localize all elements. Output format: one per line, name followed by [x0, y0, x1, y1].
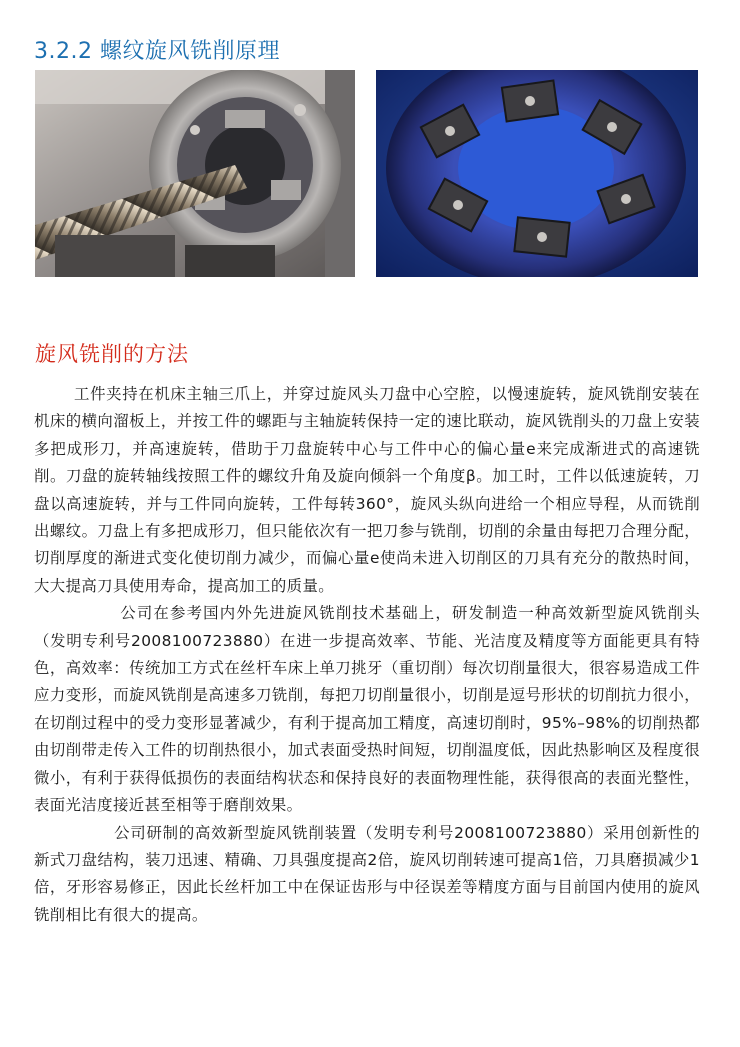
page-heading: 3.2.2 螺纹旋风铣削原理 — [34, 39, 280, 64]
paragraph-2: 公司在参考国内外先进旋风铣削技术基础上，研发制造一种高效新型旋风铣削头（发明专利号2008100723880）在进一步提高效率、节能、光洁度及精度等方面能更具有特色，高效率：传统加工方式在丝杆车床上单刀挑牙（重切削）每次切削量很大，很容易造成工件应力变形，而旋风铣削是高速多刀铣削，每把刀切削量很小，切削是逗号形状的切削抗力很小，在切削过程中的受力变形显著减少，有利于提高加工精度，高速切削时，95%–98%的切削热都由切削带走传入工件的切削热很小，加式表面受热时间短，切削温度低，因此热影响区及程度很微小，有利于获得低损伤的表面结构状态和保持良好的表面物理性能，获得很高的表面光整性，表面光洁度接近甚至相等于磨削效果。 — [34, 604, 700, 815]
paragraph-3: 公司研制的高效新型旋风铣削装置（发明专利号2008100723880）采用创新性的新式刀盘结构，装刀迅速、精确、刀具强度提高2倍，旋风切削转速可提高1倍，刀具磨损减少1倍，牙形容易修正，因此长丝杆加工中在保证齿形与中径误差等精度方面与目前国内使用的旋风铣削相比有很大的提高。 — [34, 823, 700, 924]
section-title: 旋风铣削的方法 — [35, 342, 189, 366]
cutter-disc-photo — [376, 70, 698, 277]
machine-spindle-photo — [35, 70, 355, 277]
body-text — [34, 381, 700, 929]
paragraph-1: 工件夹持在机床主轴三爪上，并穿过旋风头刀盘中心空腔，以慢速旋转，旋风铣削安装在机床的横向溜板上，并按工件的螺距与主轴旋转保持一定的速比联动，旋风铣削头的刀盘上安装多把成形刀，并高速旋转，借助于刀盘旋转中心与工件中心的偏心量e来完成渐进式的高速铣削。刀盘的旋转轴线按照工件的螺纹升角及旋向倾斜一个角度β。加工时，工件以低速旋转，刀盘以高速旋转，并与工件同向旋转，工件每转360°，旋风头纵向进给一个相应导程，从而铣削出螺纹。刀盘上有多把成形刀，但只能依次有一把刀参与铣削，切削的余量由每把刀合理分配，切削厚度的渐进式变化使切削力减少，而偏心量e使尚未进入切削区的刀具有充分的散热时间，大大提高刀具使用寿命，提高加工的质量。 — [34, 385, 700, 595]
